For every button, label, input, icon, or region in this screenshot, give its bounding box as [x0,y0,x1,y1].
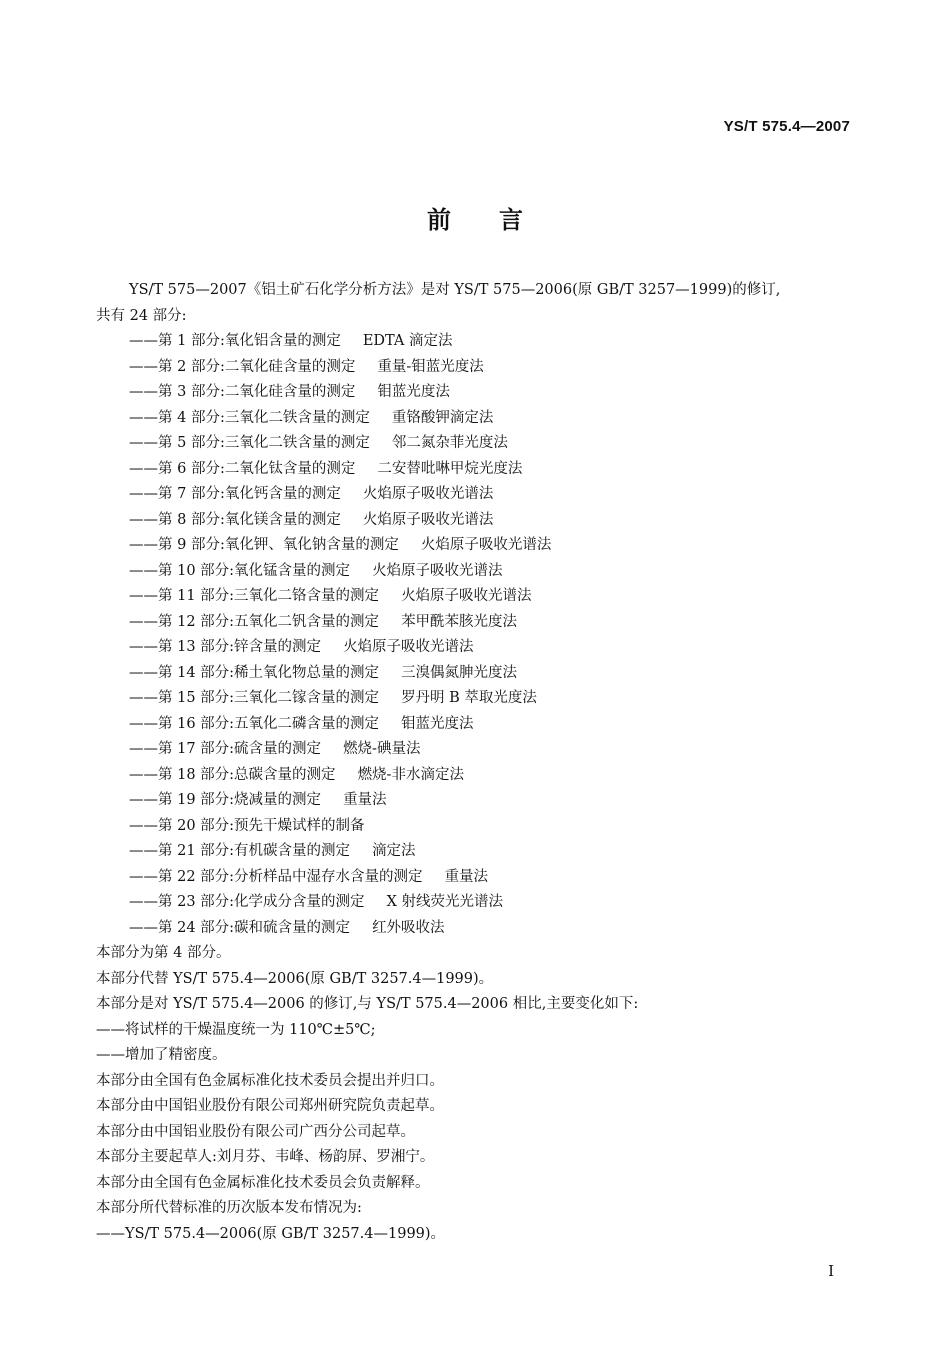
part-list-item [96,329,856,355]
part-label: ——第 14 部分:稀土氧化物总量的测定 [129,664,380,681]
interpretation-paragraph: 本部分由全国有色金属标准化技术委员会负责解释。 [96,1174,430,1191]
part-method: 三溴偶氮胂光度法 [401,664,518,681]
standard-code: YS/T 575.4—2007 [723,118,850,135]
part-method: 滴定法 [372,843,416,859]
document-body [96,278,856,1247]
this-part-paragraph: 本部分为第 4 部分。 [96,945,231,961]
part-list-item [96,814,856,840]
part-method: 红外吸收法 [372,919,445,936]
part-label: ——第 10 部分:氧化锰含量的测定 [129,562,351,579]
part-method: 重量-钼蓝光度法 [377,358,484,375]
part-list-item [96,482,856,508]
part-label: ——第 16 部分:五氧化二磷含量的测定 [129,715,380,732]
part-method: 火焰原子吸收光谱法 [401,588,532,604]
part-method: 火焰原子吸收光谱法 [362,486,494,502]
part-list-item [96,533,856,559]
part-label: ——第 13 部分:锌含量的测定 [129,639,322,655]
change-item-1: ——将试样的干燥温度统一为 110℃±5℃; [96,1021,376,1038]
part-method: 二安替吡啉甲烷光度法 [377,460,523,477]
part-label: ——第 24 部分:碳和硫含量的测定 [129,919,351,936]
page-number: I [828,1262,834,1280]
part-method: 重量法 [343,792,387,808]
history-item-1: ——YS/T 575.4—2006(原 GB/T 3257.4—1999)。 [96,1225,446,1242]
part-list-item [96,916,856,942]
part-method: 罗丹明 B 萃取光度法 [401,690,537,706]
revision-paragraph: 本部分是对 YS/T 575.4—2006 的修订,与 YS/T 575.4—2006 相比,主要变化如下: [96,996,639,1012]
part-label: ——第 8 部分:氧化镁含量的测定 [129,511,341,528]
part-list-item [96,763,856,789]
part-list-item [96,635,856,661]
part-list-item [96,737,856,763]
lead-drafter-paragraph: 本部分由中国铝业股份有限公司郑州研究院负责起草。 [96,1098,444,1114]
part-list-item [96,661,856,687]
replaces-paragraph: 本部分代替 YS/T 575.4—2006(原 GB/T 3257.4—1999)。 [96,970,494,987]
part-list-item [96,686,856,712]
part-list-item [96,839,856,865]
part-list-item [96,890,856,916]
part-method: 邻二氮杂菲光度法 [391,435,508,451]
part-list-item [96,584,856,610]
part-list-item [96,380,856,406]
history-intro-paragraph: 本部分所代替标准的历次版本发布情况为: [96,1200,362,1216]
part-label: ——第 7 部分:氧化钙含量的测定 [129,486,341,502]
part-label: ——第 9 部分:氧化钾、氧化钠含量的测定 [129,537,399,553]
part-label: ——第 11 部分:三氧化二铬含量的测定 [129,588,380,604]
part-method: 重量法 [444,868,489,885]
part-label: ——第 3 部分:二氧化硅含量的测定 [129,384,356,400]
change-item-2: ——增加了精密度。 [96,1047,227,1063]
part-method: 火焰原子吸收光谱法 [343,639,474,655]
part-label: ——第 2 部分:二氧化硅含量的测定 [129,358,356,375]
part-label: ——第 23 部分:化学成分含量的测定 [129,894,365,910]
part-method: EDTA 滴定法 [362,333,453,349]
part-method: 火焰原子吸收光谱法 [372,562,503,579]
part-list-item [96,457,856,483]
part-method: 重铬酸钾滴定法 [391,409,494,426]
part-list-item [96,788,856,814]
part-label: ——第 15 部分:三氧化二镓含量的测定 [129,690,380,706]
parts-list [96,329,856,941]
part-list-item [96,559,856,585]
part-label: ——第 20 部分:预先干燥试样的制备 [129,817,365,834]
proposed-paragraph: 本部分由全国有色金属标准化技术委员会提出并归口。 [96,1072,444,1089]
part-label: ——第 17 部分:硫含量的测定 [129,741,322,757]
part-list-item [96,355,856,381]
part-list-item [96,406,856,432]
part-list-item [96,865,856,891]
part-list-item [96,610,856,636]
intro-line-1: YS/T 575—2007《铝土矿石化学分析方法》是对 YS/T 575—2006(原 GB/T 3257—1999)的修订, [129,282,781,298]
part-method: 火焰原子吸收光谱法 [362,511,494,528]
part-label: ——第 5 部分:三氧化二铁含量的测定 [129,435,370,451]
part-method: 燃烧-碘量法 [343,741,421,757]
part-method: 钼蓝光度法 [377,384,450,400]
part-label: ——第 21 部分:有机碳含量的测定 [129,843,351,859]
part-method: 燃烧-非水滴定法 [357,766,464,783]
part-list-item [96,712,856,738]
part-method: 火焰原子吸收光谱法 [420,537,552,553]
part-label: ——第 18 部分:总碳含量的测定 [129,766,336,783]
part-label: ——第 19 部分:烧减量的测定 [129,792,322,808]
part-label: ——第 1 部分:氧化铝含量的测定 [129,333,341,349]
intro-line-2: 共有 24 部分: [96,307,187,324]
part-method: X 射线荧光光谱法 [386,894,503,910]
part-label: ——第 6 部分:二氧化钛含量的测定 [129,460,356,477]
part-list-item [96,508,856,534]
part-list-item [96,431,856,457]
drafter-paragraph: 本部分由中国铝业股份有限公司广西分公司起草。 [96,1123,415,1140]
part-label: ——第 4 部分:三氧化二铁含量的测定 [129,409,370,426]
drafters-names-paragraph: 本部分主要起草人:刘月芬、韦峰、杨韵屏、罗湘宁。 [96,1149,435,1165]
part-method: 苯甲酰苯胲光度法 [401,613,518,630]
part-label: ——第 22 部分:分析样品中湿存水含量的测定 [129,868,423,885]
part-method: 钼蓝光度法 [401,715,474,732]
part-label: ——第 12 部分:五氧化二钒含量的测定 [129,613,380,630]
page-title: 前言 [427,206,571,234]
